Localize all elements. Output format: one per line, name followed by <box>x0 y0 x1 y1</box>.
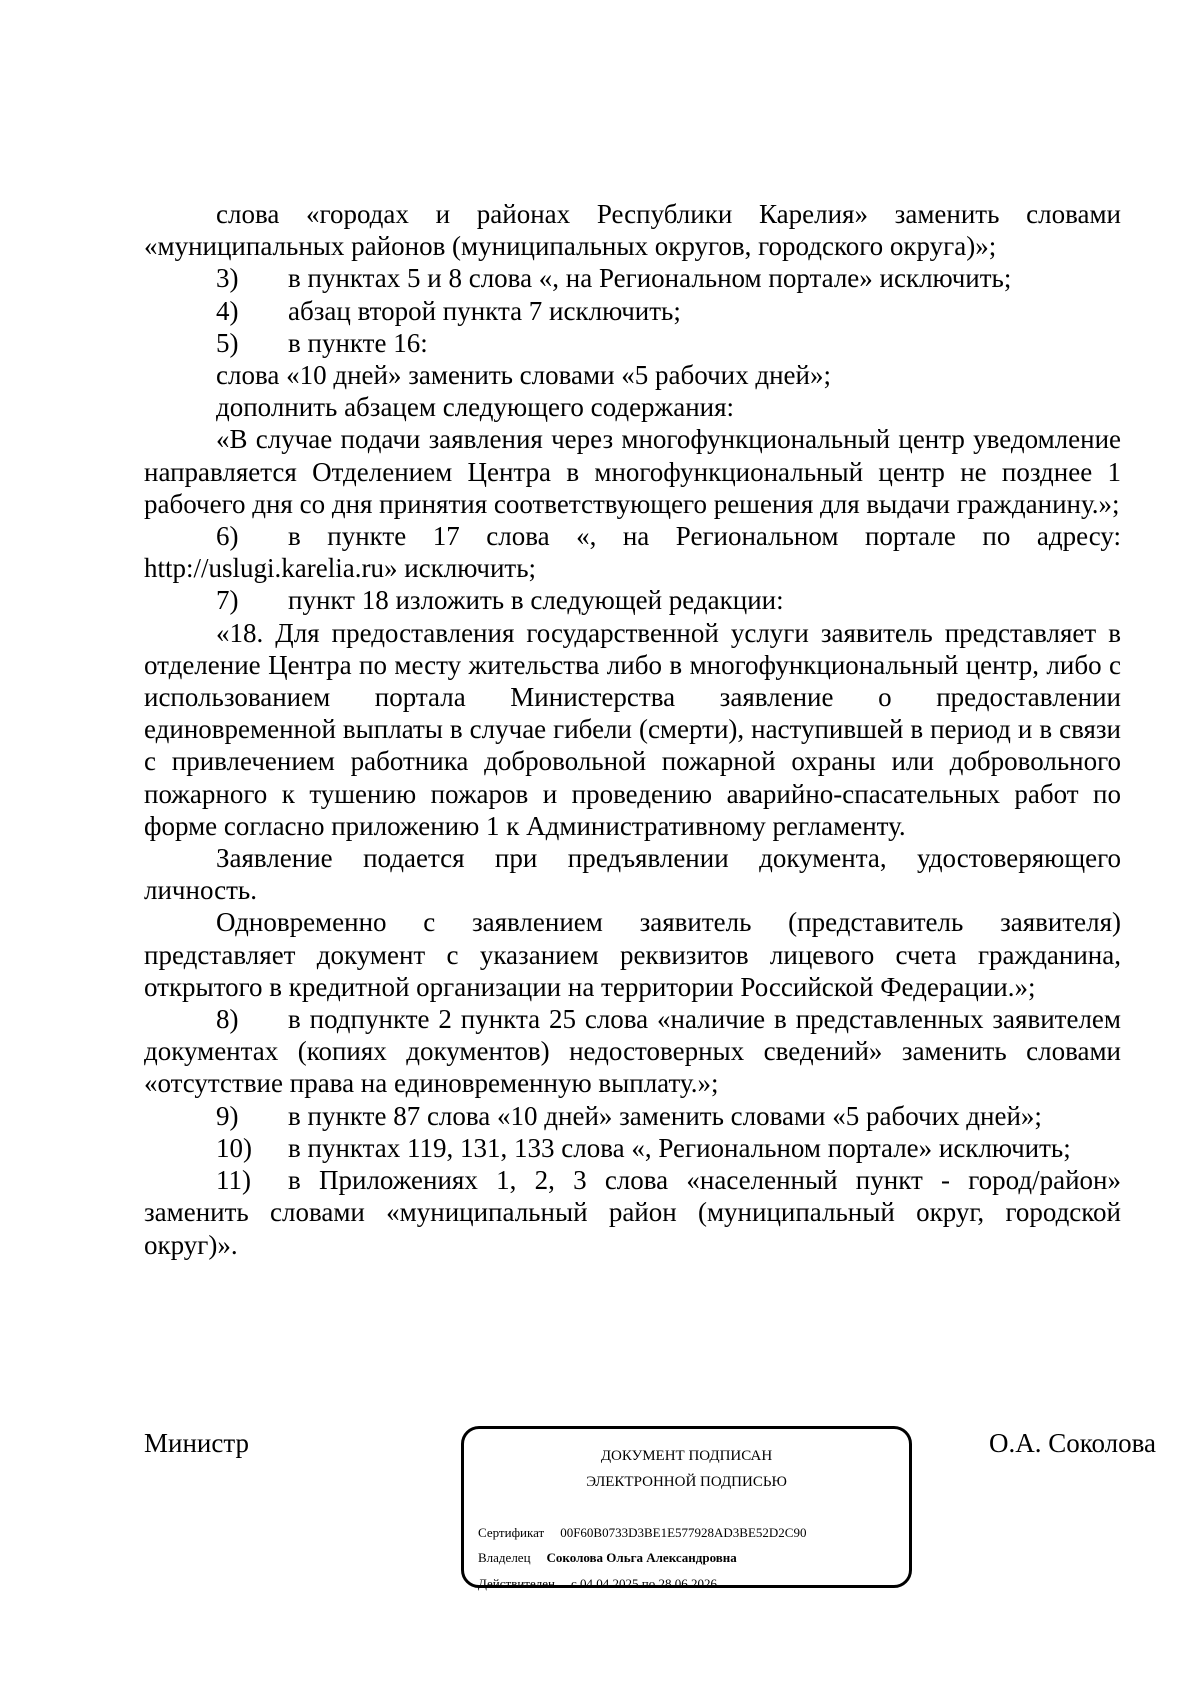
item-text: в пункте 16: <box>288 327 428 358</box>
list-item-4 <box>144 295 1121 327</box>
item-text: абзац второй пункта 7 исключить; <box>288 295 681 326</box>
item-text: в пунктах 5 и 8 слова «, на Региональном портале» исключить; <box>288 263 1012 294</box>
electronic-signature-stamp <box>461 1426 912 1591</box>
item-text: пункт 18 изложить в следующей редакции: <box>288 585 784 616</box>
stamp-owner-row <box>478 1550 737 1567</box>
document-body <box>144 198 1121 1261</box>
stamp-title <box>464 1443 909 1495</box>
item-text: в пункте 17 слова «, на Региональном портале по адресу: http://uslugi.karelia.ru» исключить; <box>144 521 1121 584</box>
list-item-6 <box>144 520 1121 584</box>
item-number: 8) <box>216 1004 239 1035</box>
validity-value: с 04.04.2025 по 28.06.2026 <box>570 1576 717 1591</box>
paragraph-add: дополнить абзацем следующего содержания: <box>216 392 735 423</box>
item-text: в пунктах 119, 131, 133 слова «, Региональном портале» исключить; <box>288 1132 1071 1163</box>
list-item-10 <box>144 1132 1121 1164</box>
signatory-position: Министр <box>144 1428 249 1458</box>
paragraph-days: слова «10 дней» заменить словами «5 рабочих дней»; <box>216 360 831 391</box>
item-number: 3) <box>216 263 239 294</box>
item-text: в пункте 87 слова «10 дней» заменить словами «5 рабочих дней»; <box>288 1100 1042 1131</box>
item-number: 10) <box>216 1132 252 1163</box>
list-item-9 <box>144 1100 1121 1132</box>
certificate-label: Сертификат <box>478 1525 545 1540</box>
stamp-title-line-1: ДОКУМЕНТ ПОДПИСАН <box>600 1448 773 1464</box>
owner-label: Владелец <box>478 1550 531 1565</box>
signatory-name: О.А. Соколова <box>989 1428 1156 1458</box>
stamp-title-line-2: ЭЛЕКТРОННОЙ ПОДПИСЬЮ <box>586 1474 787 1490</box>
item-text: в Приложениях 1, 2, 3 слова «населенный пункт - город/район» заменить словами «муниципальный район (муниципальный округ, городской округ)». <box>144 1165 1121 1260</box>
list-item-11 <box>144 1164 1121 1261</box>
list-item-8 <box>144 1003 1121 1100</box>
list-item-7 <box>144 584 1121 616</box>
item-number: 5) <box>216 327 239 358</box>
paragraph-account: Одновременно с заявлением заявитель (представитель заявителя) представляет документ с указанием реквизитов лицевого счета гражданина, открытого в кредитной организации на территории Российской Федерации.»; <box>144 907 1121 1002</box>
item-text: в подпункте 2 пункта 25 слова «наличие в представленных заявителем документах (копиях документов) недостоверных сведений» заменить словами «отсутствие права на единовременную выплату.»; <box>144 1004 1121 1099</box>
owner-value: Соколова Ольга Александровна <box>546 1550 737 1565</box>
item-number: 9) <box>216 1100 239 1131</box>
stamp-validity-row <box>478 1576 717 1593</box>
certificate-value: 00F60B0733D3BE1E577928AD3BE52D2C90 <box>560 1525 807 1540</box>
paragraph-identity: Заявление подается при предъявлении документа, удостоверяющего личность. <box>144 843 1121 906</box>
list-item-3 <box>144 262 1121 294</box>
stamp-certificate-row <box>478 1525 806 1542</box>
item-number: 11) <box>216 1165 251 1196</box>
paragraph-mfc: «В случае подачи заявления через многофункциональный центр уведомление направляется Отделением Центра в многофункциональный центр не позднее 1 рабочего дня со дня принятия соответствующего решения для выдачи гражданину.»; <box>144 424 1121 519</box>
item-number: 7) <box>216 585 239 616</box>
item-number: 6) <box>216 521 239 552</box>
paragraph-18: «18. Для предоставления государственной услуги заявитель представляет в отделение Центра по месту жительства либо в многофункциональный центр, либо с использованием портала Министерства заявление о предоставлении единовременной выплаты в случае гибели (смерти), наступившей в период и в связи с привлечением работника добровольной пожарной охраны или добровольного пожарного к тушению пожаров и проведению аварийно-спасательных работ по форме согласно приложению 1 к Административному регламенту. <box>144 617 1121 841</box>
item-number: 4) <box>216 295 239 326</box>
list-item-5 <box>144 327 1121 359</box>
paragraph-replace-cities: слова «городах и районах Республики Карелия» заменить словами «муниципальных районов (муниципальных округов, городского округа)»; <box>144 199 1121 262</box>
validity-label: Действителен <box>478 1576 555 1591</box>
